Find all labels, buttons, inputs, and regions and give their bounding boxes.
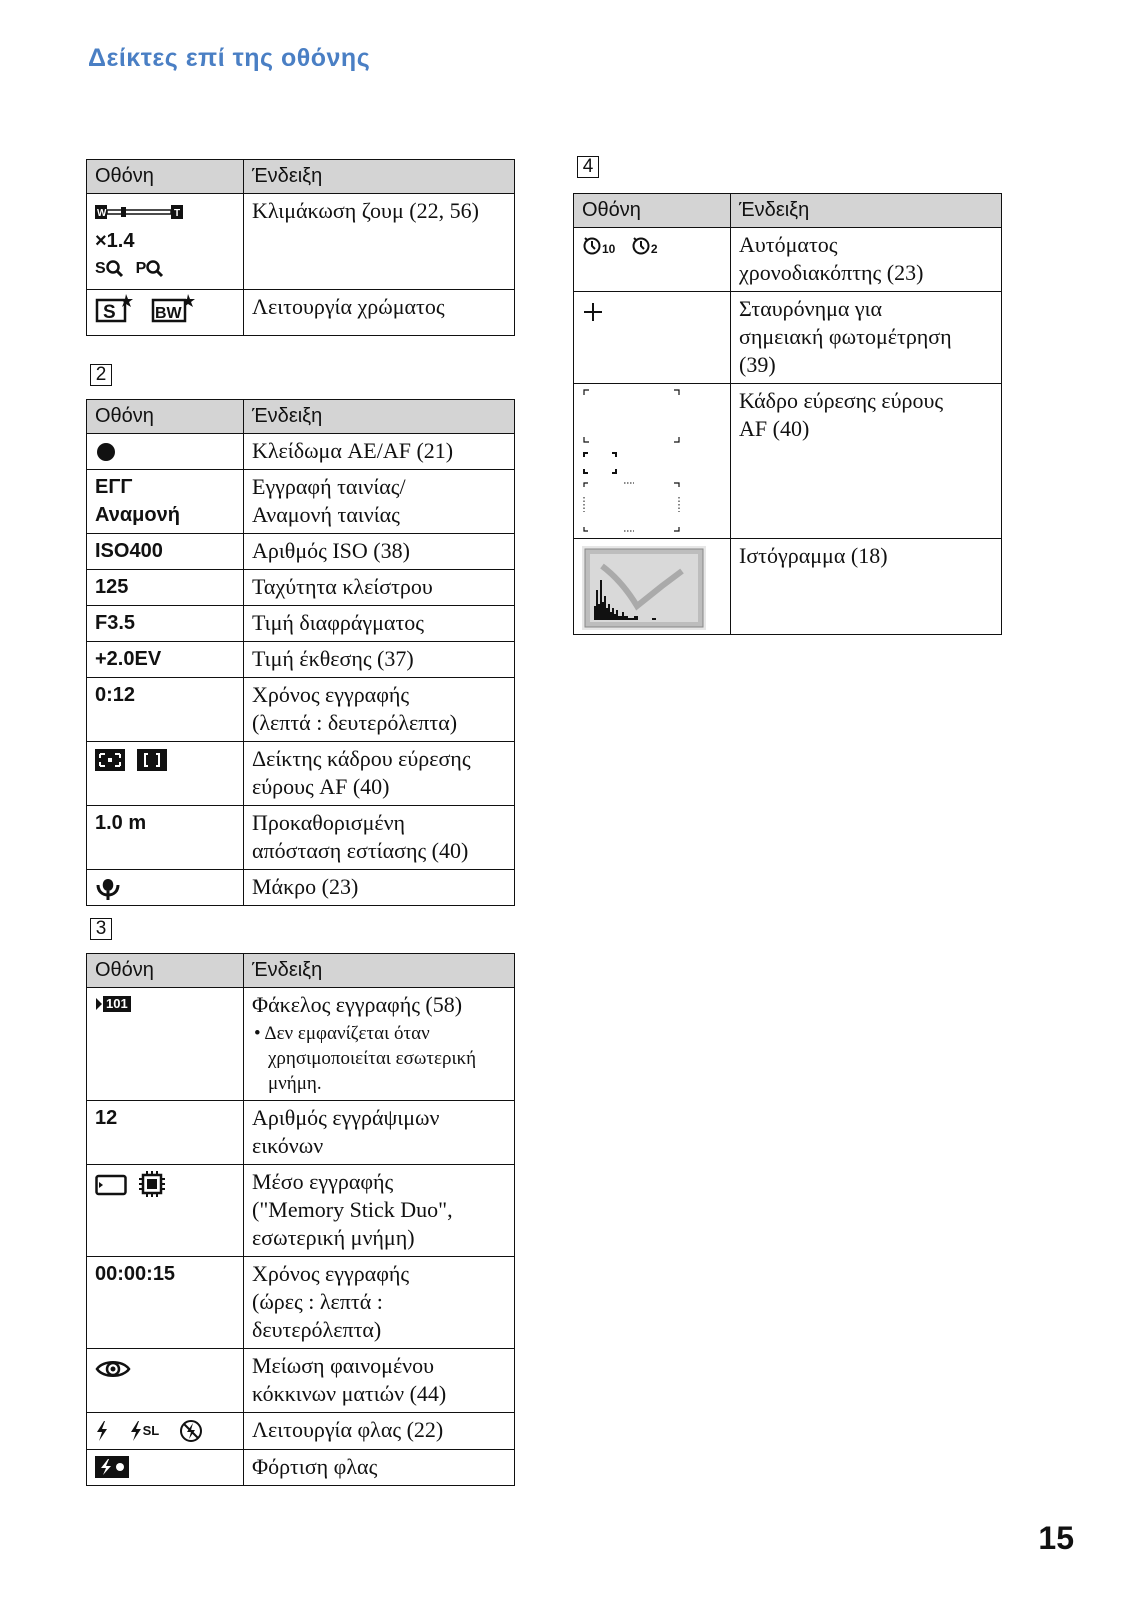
indication-cell: Μάκρο (23): [244, 870, 515, 906]
indication-line: κόκκινων ματιών (44): [252, 1381, 447, 1406]
display-cell: [87, 470, 244, 534]
table-row: [87, 606, 515, 642]
display-cell: 0:12: [87, 678, 244, 742]
indication-cell: Φόρτιση φλας: [244, 1449, 515, 1485]
indication-line: (39): [739, 352, 776, 377]
indication-line: εσωτερική μνήμη): [252, 1225, 415, 1250]
table-row: [87, 1257, 515, 1349]
indicator-table-2: [86, 399, 515, 906]
display-text: ΕΓΓ: [95, 476, 133, 498]
folder-number: 101: [103, 996, 131, 1012]
af-range-finder-frames-icon: [582, 387, 682, 533]
display-cell: F3.5: [87, 606, 244, 642]
display-cell: [574, 539, 731, 635]
af-frame-center-icon: [137, 749, 167, 771]
timer-2-label: 2: [650, 242, 658, 256]
header-indication: Ένδειξη: [244, 954, 515, 988]
indication-cell: [244, 1257, 515, 1349]
indication-line: Μείωση φαινομένου: [252, 1353, 435, 1378]
indication-line: απόσταση εστίασης (40): [252, 838, 469, 863]
display-text: Αναμονή: [95, 504, 180, 526]
section-marker-4: 4: [577, 156, 599, 178]
table-row: [87, 642, 515, 678]
indication-cell: [244, 1101, 515, 1165]
header-indication: Ένδειξη: [244, 160, 515, 194]
indication-line: Σταυρόνημα για: [739, 296, 883, 321]
table-header-row: [87, 954, 515, 988]
table-row: [87, 534, 515, 570]
indication-line: Προκαθορισμένη: [252, 810, 406, 835]
table-row: [87, 570, 515, 606]
spot-metering-crosshair-icon: [582, 301, 604, 323]
indication-cell: [731, 292, 1002, 384]
indication-line: (ώρες : λεπτά :: [252, 1289, 383, 1314]
display-cell: ISO400: [87, 534, 244, 570]
table-row: [87, 470, 515, 534]
indication-cell: [244, 742, 515, 806]
flash-on-icon: [95, 1420, 109, 1442]
self-timer-10s-icon: [582, 235, 615, 255]
header-display: Οθόνη: [87, 160, 244, 194]
table-header-row: [87, 160, 515, 194]
display-cell: [574, 292, 731, 384]
indication-line: χρονοδιακόπτης (23): [739, 260, 924, 285]
indication-line: σημειακή φωτομέτρηση: [739, 324, 952, 349]
display-cell: [574, 384, 731, 539]
indication-line: Δείκτης κάδρου εύρεσης: [252, 746, 471, 771]
header-indication: Ένδειξη: [244, 400, 515, 434]
histogram-icon: [582, 546, 706, 630]
indication-cell: [244, 1165, 515, 1257]
display-cell: [87, 870, 244, 906]
smart-zoom-label: S: [95, 260, 106, 277]
ae-af-lock-icon: [95, 441, 117, 463]
header-display: Οθόνη: [574, 194, 731, 228]
macro-icon: [95, 875, 121, 901]
indication-line: Εγγραφή ταινίας/: [252, 474, 406, 499]
display-cell: [87, 1449, 244, 1485]
indicator-table-4: [573, 193, 1002, 635]
indication-line: ("Memory Stick Duo",: [252, 1197, 453, 1222]
display-cell: [87, 1349, 244, 1413]
indication-cell: [244, 470, 515, 534]
table-row: [87, 870, 515, 906]
indication-line: Φάκελος εγγραφής (58): [252, 992, 463, 1017]
display-cell: [87, 988, 244, 1101]
indication-line: εύρους AF (40): [252, 774, 390, 799]
indication-cell: [731, 384, 1002, 539]
table-row: [574, 292, 1002, 384]
indication-line: Κάδρο εύρεσης εύρους: [739, 388, 944, 413]
table-header-row: [574, 194, 1002, 228]
indication-cell: Λειτουργία χρώματος: [244, 290, 515, 336]
indication-cell: Λειτουργία φλας (22): [244, 1413, 515, 1450]
display-cell: +2.0EV: [87, 642, 244, 678]
svg-text:T: T: [174, 207, 181, 219]
zoom-scale-value: ×1.4: [95, 230, 135, 252]
flash-off-icon: [179, 1419, 203, 1443]
header-indication: Ένδειξη: [731, 194, 1002, 228]
indication-cell: [244, 678, 515, 742]
display-cell: [87, 290, 244, 336]
recording-folder-icon: [95, 996, 131, 1012]
indication-cell: [731, 228, 1002, 292]
indication-cell: [244, 1349, 515, 1413]
smart-zoom-icon: [95, 255, 124, 283]
indication-cell: Τιμή διαφράγματος: [244, 606, 515, 642]
table-row: [87, 806, 515, 870]
display-cell: [87, 1413, 244, 1450]
svg-text:W: W: [97, 207, 107, 219]
indication-note: • Δεν εμφανίζεται όταν χρησιμοποιείται εσωτερική μνήμη.: [254, 1023, 477, 1094]
precision-zoom-label: P: [135, 260, 147, 277]
indication-cell: Κλείδωμα AE/AF (21): [244, 434, 515, 470]
slow-sync-label: SL: [142, 1422, 160, 1438]
display-cell: [574, 228, 731, 292]
internal-memory-icon: [139, 1171, 165, 1197]
table-row: [574, 384, 1002, 539]
indication-cell: Αριθμός ISO (38): [244, 534, 515, 570]
display-cell: [87, 434, 244, 470]
af-frame-multi-icon: [95, 749, 125, 771]
display-cell: 1.0 m: [87, 806, 244, 870]
memory-stick-icon: [95, 1174, 127, 1196]
indication-line: εικόνων: [252, 1133, 324, 1158]
indication-line: δευτερόλεπτα): [252, 1317, 382, 1342]
section-marker-2: 2: [90, 364, 112, 386]
table-row: [87, 434, 515, 470]
indicator-table-1: [86, 159, 515, 336]
display-cell: [87, 194, 244, 290]
indication-line: (λεπτά : δευτερόλεπτα): [252, 710, 458, 735]
timer-10-label: 10: [602, 242, 616, 256]
self-timer-2s-icon: [631, 235, 658, 255]
indicator-table-3: [86, 953, 515, 1486]
svg-text:BW: BW: [154, 305, 182, 322]
header-display: Οθόνη: [87, 954, 244, 988]
display-cell: 125: [87, 570, 244, 606]
table-row: [87, 290, 515, 336]
precision-zoom-icon: [136, 255, 165, 283]
table-row: [574, 228, 1002, 292]
flash-slow-sync-icon: [129, 1417, 160, 1445]
color-mode-sepia-icon: [95, 293, 135, 323]
indication-line: AF (40): [739, 416, 810, 441]
indication-cell: Ιστόγραμμα (18): [731, 539, 1002, 635]
table-row: [87, 988, 515, 1101]
indication-line: Αριθμός εγγράψιμων: [252, 1105, 440, 1130]
indication-cell: [244, 806, 515, 870]
indication-line: Χρόνος εγγραφής: [252, 682, 410, 707]
display-cell: [87, 742, 244, 806]
table-row: [574, 539, 1002, 635]
table-row: [87, 194, 515, 290]
table-header-row: [87, 400, 515, 434]
indication-cell: Κλιμάκωση ζουμ (22, 56): [244, 194, 515, 290]
indication-line: Αυτόματος: [739, 232, 838, 257]
table-row: [87, 678, 515, 742]
indication-line: Αναμονή ταινίας: [252, 502, 400, 527]
table-row: [87, 1413, 515, 1450]
table-row: [87, 1349, 515, 1413]
indication-cell: Τιμή έκθεσης (37): [244, 642, 515, 678]
page-title: Δείκτες επί της οθόνης: [88, 44, 371, 72]
page-number: 15: [1038, 1520, 1074, 1556]
red-eye-reduction-icon: [95, 1357, 131, 1381]
header-display: Οθόνη: [87, 400, 244, 434]
display-cell: 12: [87, 1101, 244, 1165]
color-mode-bw-icon: [151, 293, 197, 323]
display-cell: 00:00:15: [87, 1257, 244, 1349]
section-marker-3: 3: [90, 918, 112, 940]
zoom-scale-icon: [95, 204, 185, 220]
table-row: [87, 1101, 515, 1165]
indication-cell: [244, 988, 515, 1101]
table-row: [87, 1449, 515, 1485]
table-row: [87, 1165, 515, 1257]
display-cell: [87, 1165, 244, 1257]
indication-cell: Ταχύτητα κλείστρου: [244, 570, 515, 606]
svg-text:S: S: [103, 302, 116, 323]
indication-line: Μέσο εγγραφής: [252, 1169, 394, 1194]
table-row: [87, 742, 515, 806]
indication-line: Χρόνος εγγραφής: [252, 1261, 410, 1286]
flash-charging-icon: [95, 1456, 129, 1478]
